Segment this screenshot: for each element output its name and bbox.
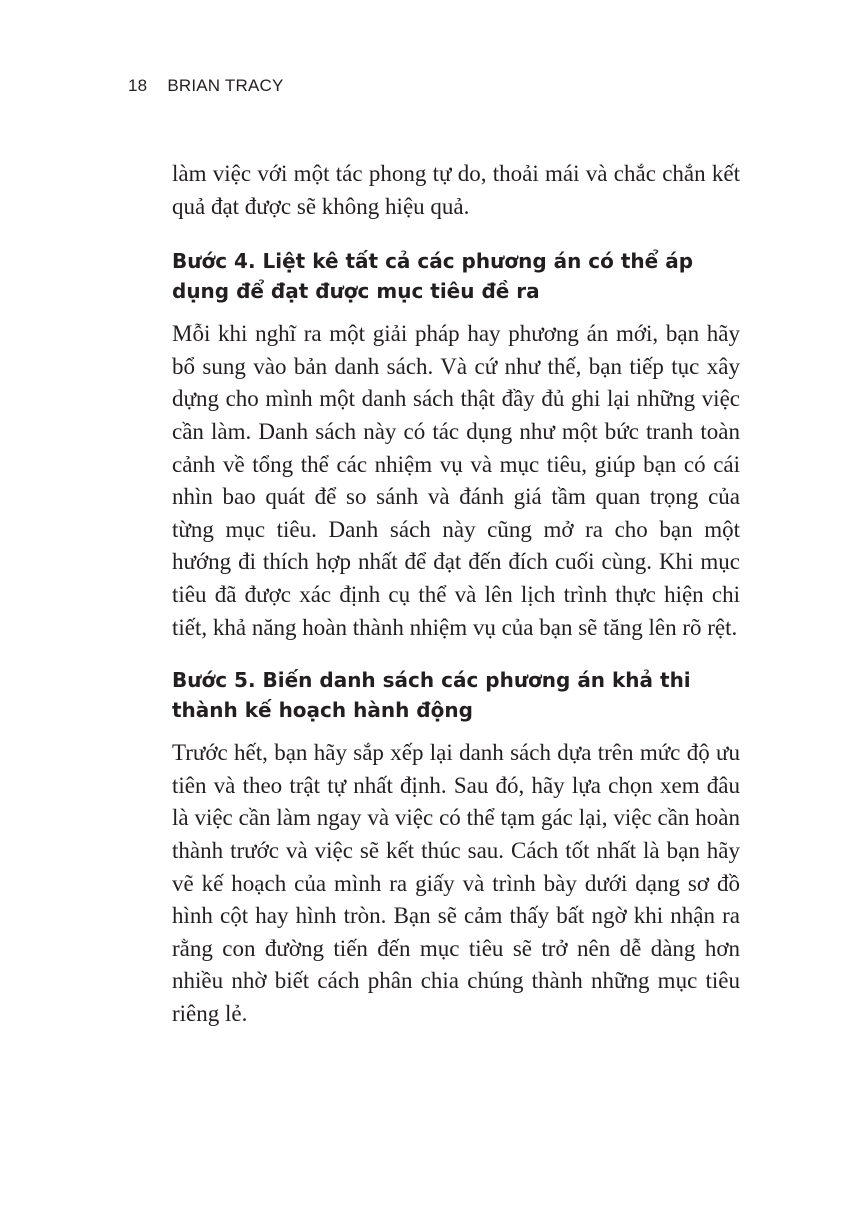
- paragraph-step-5: Trước hết, bạn hãy sắp xếp lại danh sách dựa trên mức độ ưu tiên và theo trật tự nhất định. Sau đó, hãy lựa chọn xem đâu là việc cần làm ngay và việc có thể tạm gác lại, việc cần hoàn thành trước và việc sẽ kết thúc sau. Cách tốt nhất là bạn hãy vẽ kế hoạch của mình ra giấy và trình bày dưới dạng sơ đồ hình cột hay hình tròn. Bạn sẽ cảm thấy bất ngờ khi nhận ra rằng con đường tiến đến mục tiêu sẽ trở nên dễ dàng hơn nhiều nhờ biết cách phân chia chúng thành những mục tiêu riêng lẻ.: [172, 740, 740, 1026]
- heading-step-5: Bước 5. Biến danh sách các phương án khả thi thành kế hoạch hành động: [172, 668, 691, 722]
- heading-step-4: Bước 4. Liệt kê tất cả các phương án có thể áp dụng để đạt được mục tiêu đề ra: [172, 249, 694, 303]
- page-number: 18: [128, 76, 148, 95]
- author-name: BRIAN TRACY: [167, 76, 284, 95]
- page-body: [172, 158, 740, 1030]
- paragraph-step-4: Mỗi khi nghĩ ra một giải pháp hay phương án mới, bạn hãy bổ sung vào bản danh sách. Và cứ như thế, bạn tiếp tục xây dựng cho mình một danh sách thật đầy đủ ghi lại những việc cần làm. Danh sách này có tác dụng như một bức tranh toàn cảnh về tổng thể các nhiệm vụ và mục tiêu, giúp bạn có cái nhìn bao quát để so sánh và đánh giá tầm quan trọng của từng mục tiêu. Danh sách này cũng mở ra cho bạn một hướng đi thích hợp nhất để đạt đến đích cuối cùng. Khi mục tiêu đã được xác định cụ thể và lên lịch trình thực hiện chi tiết, khả năng hoàn thành nhiệm vụ của bạn sẽ tăng lên rõ rệt.: [172, 321, 740, 640]
- running-header: [128, 76, 284, 96]
- paragraph-intro-continuation: làm việc với một tác phong tự do, thoải mái và chắc chắn kết quả đạt được sẽ không hiệu quả.: [172, 161, 740, 219]
